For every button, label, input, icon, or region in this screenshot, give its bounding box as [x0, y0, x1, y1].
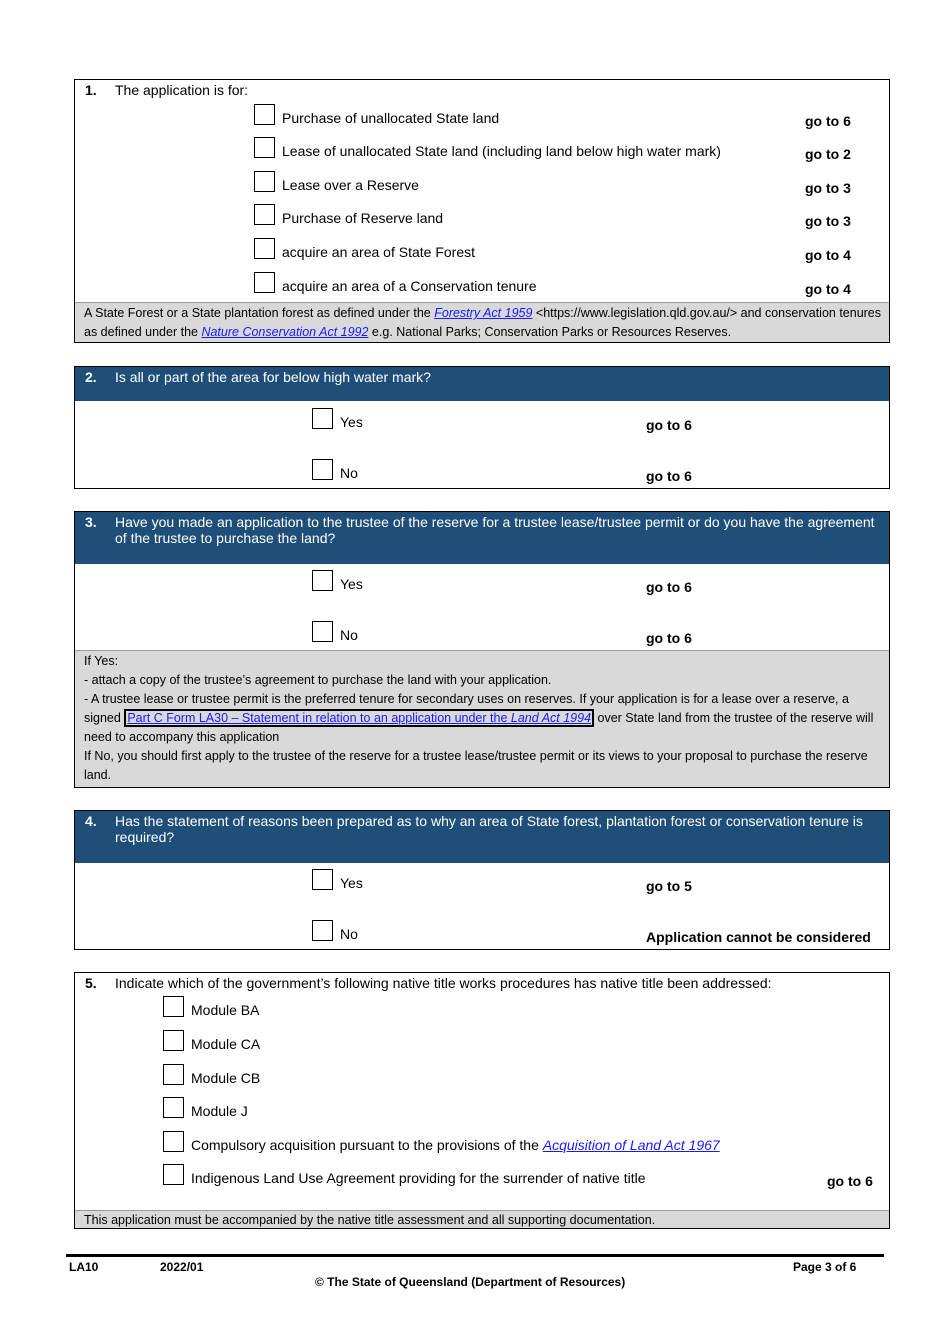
q1-goto-2: go to 2 [805, 146, 851, 162]
q2-header [75, 367, 889, 401]
la30-form-link[interactable] [124, 709, 594, 727]
section-2 [74, 366, 890, 489]
q4-no-goto: Application cannot be considered [646, 929, 871, 945]
q1-goto-6: go to 4 [805, 281, 851, 297]
checkbox[interactable] [254, 171, 275, 192]
option-label: No [340, 926, 358, 942]
footer-version: 2022/01 [160, 1260, 204, 1274]
option-label: acquire an area of State Forest [282, 244, 475, 260]
q5-option-ilua[interactable] [163, 1163, 646, 1185]
q5-question: Indicate which of the government’s following native title works procedures has native title been addressed: [115, 975, 772, 991]
option-label: acquire an area of a Conservation tenure [282, 278, 537, 294]
q4-question: Has the statement of reasons been prepared as to why an area of State forest, plantation forest or conservation tenure is required? [115, 813, 863, 845]
checkbox[interactable] [312, 570, 333, 591]
option-label: No [340, 465, 358, 481]
nature-conservation-act-link[interactable]: Nature Conservation Act 1992 [201, 325, 369, 339]
checkbox[interactable] [312, 621, 333, 642]
q5-option-module-cb[interactable] [163, 1063, 260, 1085]
option-label: Yes [340, 414, 363, 430]
q2-question: Is all or part of the area for below high water mark? [115, 369, 431, 385]
checkbox[interactable] [163, 1131, 184, 1152]
link-text: Part C Form LA30 – Statement in relation to an application under the [127, 711, 511, 725]
option-label: Module J [191, 1103, 248, 1119]
note-line: - attach a copy of the trustee’s agreement to purchase the land with your application. [84, 673, 552, 687]
q1-header [75, 80, 889, 98]
checkbox[interactable] [163, 1030, 184, 1051]
option-label: Purchase of unallocated State land [282, 110, 500, 126]
q3-no-option[interactable] [312, 620, 358, 642]
option-label [191, 1138, 720, 1152]
footer-copyright: © The State of Queensland (Department of Resources) [315, 1275, 626, 1289]
section-3 [74, 511, 890, 788]
q5-header [75, 973, 889, 991]
q3-note [75, 650, 889, 787]
checkbox[interactable] [254, 238, 275, 259]
option-label: Indigenous Land Use Agreement providing for the surrender of native title [191, 1170, 646, 1186]
q3-number: 3. [85, 514, 97, 530]
q1-goto-3: go to 3 [805, 180, 851, 196]
q4-number: 4. [85, 813, 97, 829]
note-line: If Yes: [84, 654, 119, 668]
q1-goto-4: go to 3 [805, 213, 851, 229]
footer-page-number: Page 3 of 6 [793, 1260, 857, 1274]
footer-rule [66, 1254, 884, 1257]
checkbox[interactable] [163, 1097, 184, 1118]
checkbox[interactable] [254, 137, 275, 158]
footer-form-code: LA10 [69, 1260, 99, 1274]
q2-number: 2. [85, 369, 97, 385]
q4-no-option[interactable] [312, 919, 358, 941]
q5-number: 5. [85, 975, 97, 991]
q5-option-compulsory-acquisition[interactable] [163, 1130, 720, 1152]
q4-yes-goto: go to 5 [646, 878, 692, 894]
q2-no-goto: go to 6 [646, 468, 692, 484]
checkbox[interactable] [254, 204, 275, 225]
option-label: Lease of unallocated State land (including land below high water mark) [282, 143, 721, 159]
note-text: <https://www.legislation.qld.gov.au/> and conservation tenures as defined under the [84, 306, 882, 339]
note-text: e.g. National Parks; Conservation Parks or Resources Reserves. [368, 325, 732, 339]
checkbox[interactable] [163, 1064, 184, 1085]
option-text: Compulsory acquisition pursuant to the provisions of the [191, 1137, 543, 1153]
note-text: over State land from the trustee of the reserve will need to accompany this application [84, 711, 874, 744]
q3-yes-goto: go to 6 [646, 579, 692, 595]
q1-option-1[interactable] [254, 103, 499, 125]
section-1 [74, 79, 890, 343]
option-label: Yes [340, 875, 363, 891]
option-label: Module CA [191, 1036, 261, 1052]
checkbox[interactable] [312, 408, 333, 429]
q5-note: This application must be accompanied by the native title assessment and all supporting documentation. [75, 1210, 889, 1228]
q5-option-module-ca[interactable] [163, 1029, 260, 1051]
q1-option-3[interactable] [254, 170, 419, 192]
q5-option-module-ba[interactable] [163, 995, 259, 1017]
q3-header [75, 512, 889, 564]
acquisition-of-land-act-link[interactable]: Acquisition of Land Act 1967 [542, 1137, 720, 1153]
forestry-act-link[interactable]: Forestry Act 1959 [434, 306, 533, 320]
q1-option-6[interactable] [254, 271, 537, 293]
q1-question: The application is for: [115, 82, 249, 98]
option-label: Lease over a Reserve [282, 177, 419, 193]
option-label: No [340, 627, 358, 643]
q1-option-4[interactable] [254, 203, 443, 225]
option-label: Purchase of Reserve land [282, 210, 444, 226]
checkbox[interactable] [312, 920, 333, 941]
q4-header [75, 811, 889, 863]
q1-number: 1. [85, 82, 97, 98]
note-line [84, 690, 881, 747]
q2-no-option[interactable] [312, 458, 358, 480]
option-label: Module BA [191, 1002, 260, 1018]
note-line: If No, you should first apply to the trustee of the reserve for a trustee lease/trustee permit or its views to your proposal to purchase the reserve land. [84, 749, 868, 782]
checkbox[interactable] [254, 104, 275, 125]
q5-option-module-j[interactable] [163, 1096, 248, 1118]
q4-yes-option[interactable] [312, 868, 363, 890]
option-label: Module CB [191, 1070, 261, 1086]
checkbox[interactable] [312, 459, 333, 480]
q3-question: Have you made an application to the trustee of the reserve for a trustee lease/trustee permit or do you have the agreement of the trustee to purchase the land? [115, 514, 875, 546]
note-text: - A trustee lease or trustee permit is the preferred tenure for secondary uses on reserves. If your application is for a lease over a reserve, a signed [84, 692, 849, 725]
q3-yes-option[interactable] [312, 569, 363, 591]
q1-option-2[interactable] [254, 136, 721, 158]
q1-note [75, 302, 889, 342]
q1-goto-5: go to 4 [805, 247, 851, 263]
checkbox[interactable] [163, 996, 184, 1017]
link-italic: Land Act 1994 [510, 711, 592, 725]
option-label: Yes [340, 576, 363, 592]
section-4 [74, 810, 890, 950]
checkbox[interactable] [312, 869, 333, 890]
note-text: A State Forest or a State plantation forest as defined under the [84, 306, 435, 320]
q1-option-5[interactable] [254, 237, 475, 259]
q2-yes-goto: go to 6 [646, 417, 692, 433]
checkbox[interactable] [254, 272, 275, 293]
q2-yes-option[interactable] [312, 407, 363, 429]
q5-goto: go to 6 [827, 1173, 873, 1189]
q1-goto-1: go to 6 [805, 113, 851, 129]
section-5 [74, 972, 890, 1229]
checkbox[interactable] [163, 1164, 184, 1185]
q3-no-goto: go to 6 [646, 630, 692, 646]
